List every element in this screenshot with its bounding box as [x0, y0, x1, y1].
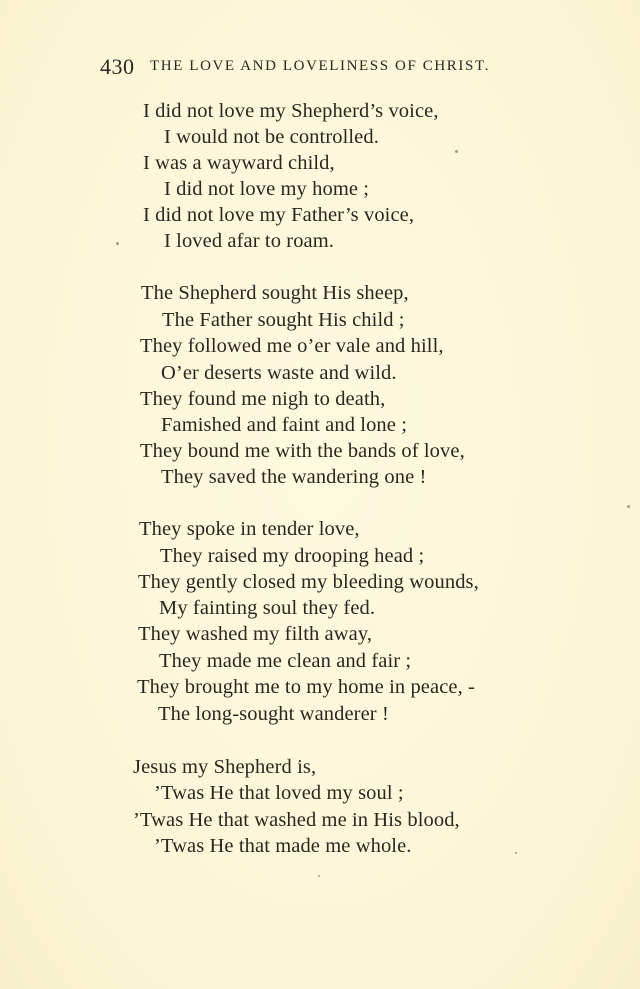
poem-line: I did not love my Shepherd’s voice,: [143, 100, 439, 122]
poem-line: They saved the wandering one !: [161, 466, 427, 488]
poem-line: I would not be controlled.: [164, 126, 379, 148]
poem-line: Jesus my Shepherd is,: [133, 756, 317, 778]
page-header: [100, 54, 560, 80]
paper-speck: [515, 852, 517, 854]
poem-line: I loved afar to roam.: [164, 230, 335, 252]
poem-line: I did not love my Father’s voice,: [143, 204, 415, 226]
paper-speck: [318, 875, 320, 877]
poem-line: The long-sought wanderer !: [158, 703, 389, 725]
poem-line: O’er deserts waste and wild.: [161, 362, 397, 384]
poem-line: I did not love my home ;: [164, 178, 370, 200]
poem-line: The Shepherd sought His sheep,: [141, 282, 409, 304]
poem-line: They followed me o’er vale and hill,: [140, 335, 444, 357]
paper-speck: [455, 150, 458, 153]
poem-line: I was a wayward child,: [143, 152, 335, 174]
poem-line: ’Twas He that loved my soul ;: [154, 782, 404, 804]
paper-speck: [627, 505, 630, 508]
poem-line: They made me clean and fair ;: [159, 650, 412, 672]
poem-line: They bound me with the bands of love,: [140, 440, 465, 462]
poem-line: They found me nigh to death,: [140, 388, 386, 410]
poem-line: Famished and faint and lone ;: [161, 414, 407, 436]
poem-line: My fainting soul they fed.: [159, 597, 376, 619]
poem-line: The Father sought His child ;: [162, 309, 405, 331]
poem-line: ’Twas He that made me whole.: [154, 835, 412, 857]
paper-speck: [116, 242, 119, 245]
running-title: THE LOVE AND LOVELINESS OF CHRIST.: [150, 58, 490, 74]
poem-line: They washed my filth away,: [138, 623, 373, 645]
poem-line: ’Twas He that washed me in His blood,: [133, 809, 460, 831]
poem-line: They gently closed my bleeding wounds,: [138, 571, 479, 593]
page-number: 430: [100, 54, 135, 79]
poem-line: They brought me to my home in peace, -: [137, 676, 475, 698]
poem-line: They spoke in tender love,: [139, 518, 360, 540]
poem-line: They raised my drooping head ;: [160, 545, 425, 567]
